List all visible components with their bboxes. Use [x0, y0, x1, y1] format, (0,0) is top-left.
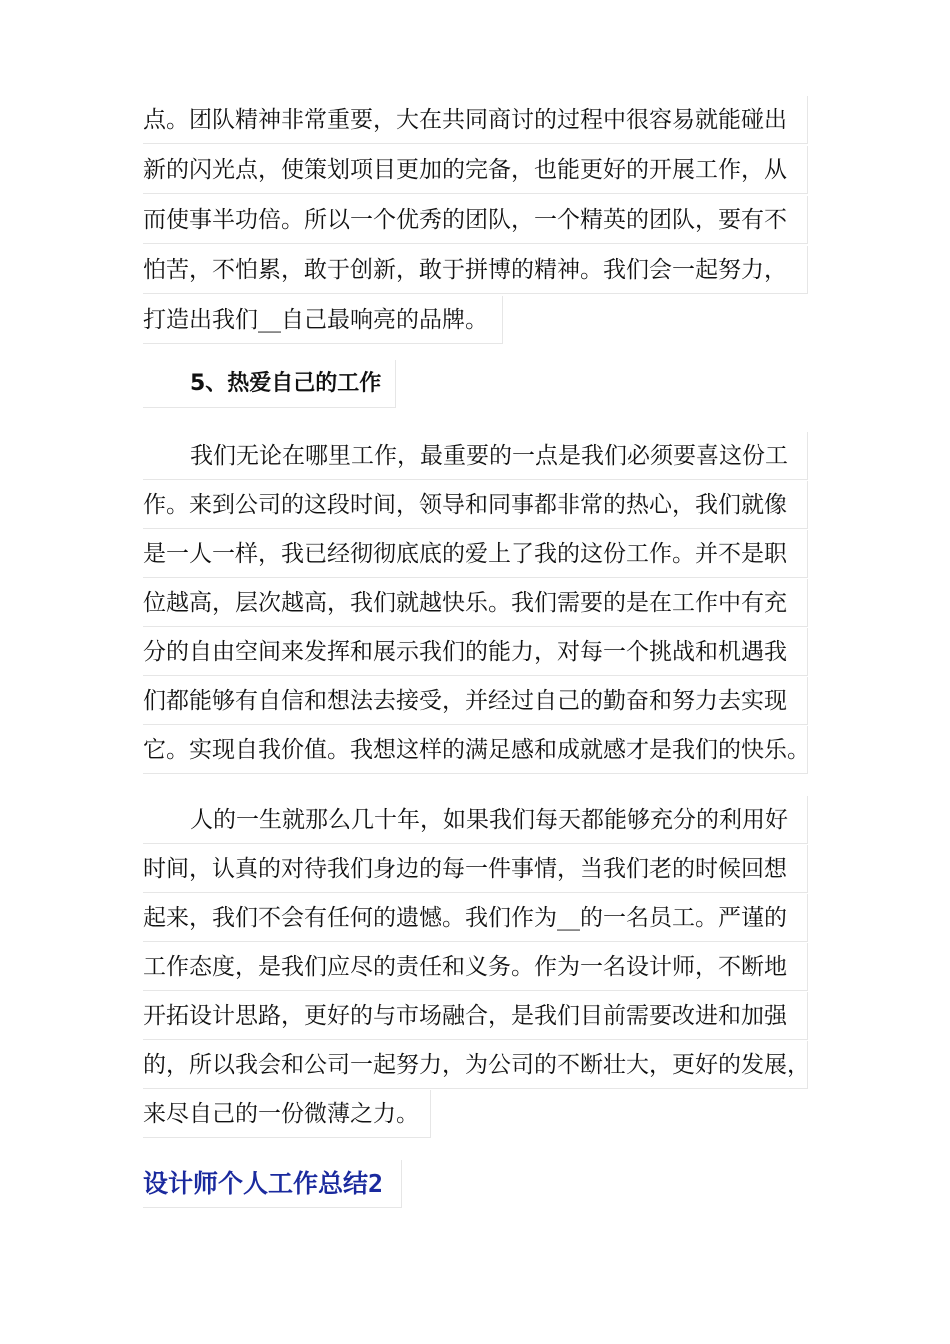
para2-line-4: 位越高，层次越高，我们就越快乐。我们需要的是在工作中有充: [143, 579, 808, 627]
para1-line-4: 怕苦，不怕累，敢于创新，敢于拼博的精神。我们会一起努力，: [143, 246, 808, 294]
para1-line-5: 打造出我们__自己最响亮的品牌。: [143, 296, 503, 344]
para2-line-3: 是一人一样，我已经彻彻底底的爱上了我的这份工作。并不是职: [143, 530, 808, 578]
para2-line-6: 们都能够有自信和想法去接受，并经过自己的勤奋和努力去实现: [143, 677, 808, 725]
para2-line-7: 它。实现自我价值。我想这样的满足感和成就感才是我们的快乐。: [143, 726, 808, 774]
para2-line-5: 分的自由空间来发挥和展示我们的能力，对每一个挑战和机遇我: [143, 628, 808, 676]
para3-line-2: 时间，认真的对待我们身边的每一件事情，当我们老的时候回想: [143, 845, 808, 893]
para1-line-2: 新的闪光点，使策划项目更加的完备，也能更好的开展工作，从: [143, 146, 808, 194]
page-title: 设计师个人工作总结2: [143, 1160, 402, 1208]
para3-line-7: 来尽自己的一份微薄之力。: [143, 1090, 431, 1138]
para2-line-1: 我们无论在哪里工作，最重要的一点是我们必须要喜这份工: [143, 432, 808, 480]
para1-line-3: 而使事半功倍。所以一个优秀的团队，一个精英的团队，要有不: [143, 196, 808, 244]
para1-line-1: 点。团队精神非常重要，大在共同商讨的过程中很容易就能碰出: [143, 96, 808, 144]
para3-line-4: 工作态度，是我们应尽的责任和义务。作为一名设计师，不断地: [143, 943, 808, 991]
para3-line-6: 的，所以我会和公司一起努力，为公司的不断壮大，更好的发展，: [143, 1041, 808, 1089]
para3-line-1: 人的一生就那么几十年，如果我们每天都能够充分的利用好: [143, 796, 808, 844]
para3-line-5: 开拓设计思路，更好的与市场融合，是我们目前需要改进和加强: [143, 992, 808, 1040]
para3-line-3: 起来，我们不会有任何的遗憾。我们作为__的一名员工。严谨的: [143, 894, 808, 942]
section-heading: 5、热爱自己的工作: [143, 360, 396, 408]
para2-line-2: 作。来到公司的这段时间，领导和同事都非常的热心，我们就像: [143, 481, 808, 529]
